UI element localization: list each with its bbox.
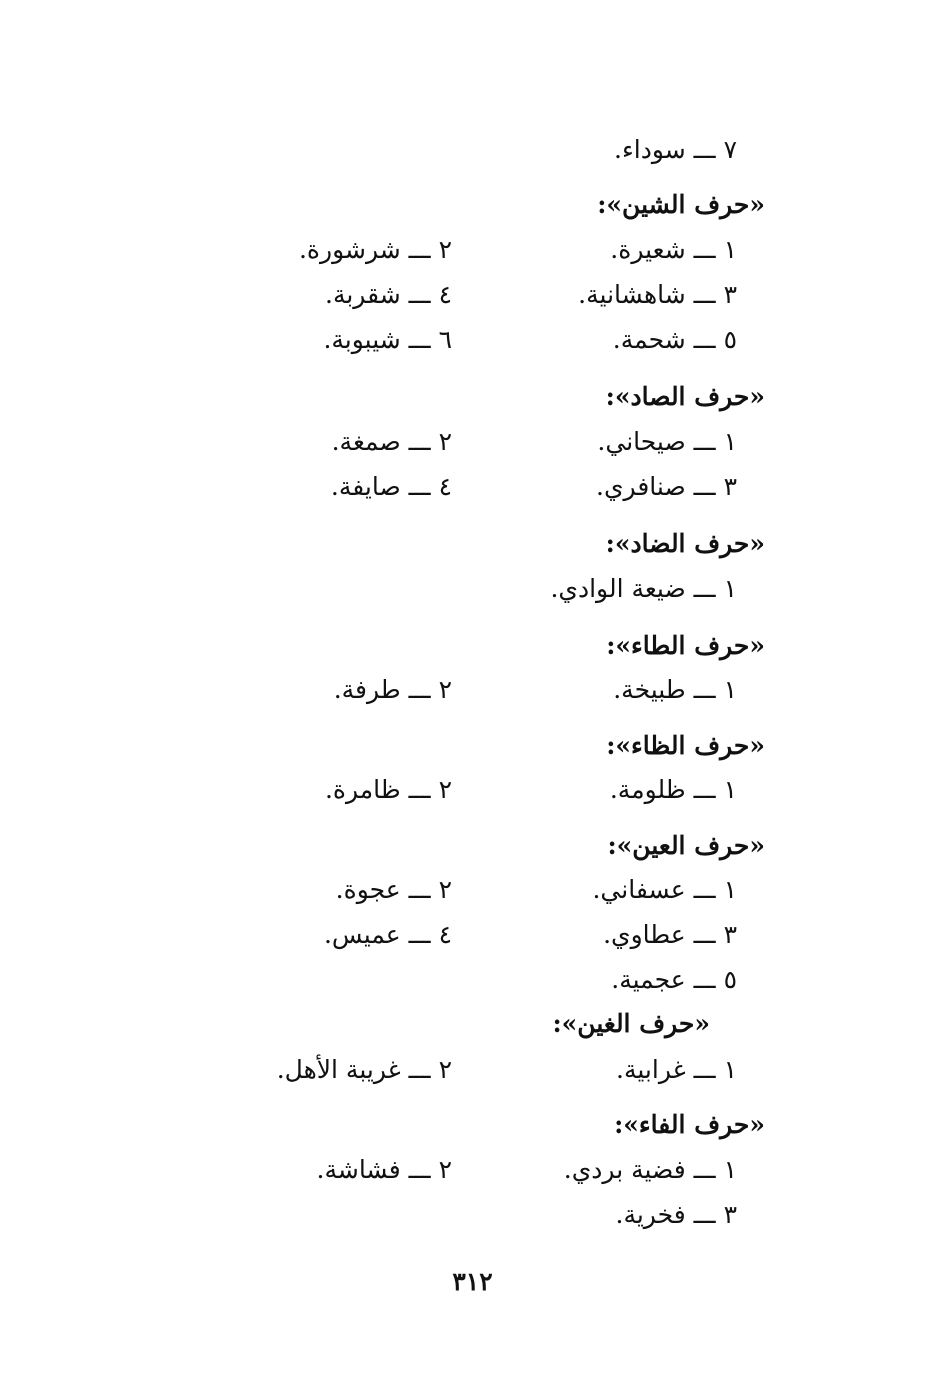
list-item: ١ ـــ طبيخة. (613, 675, 737, 704)
list-item: ١ ـــ غرابية. (616, 1055, 737, 1084)
list-row (0, 958, 945, 1002)
list-item: ١ ـــ صيحاني. (597, 427, 737, 456)
list-item: ١ ـــ شعيرة. (610, 235, 737, 264)
letter-section-header (0, 375, 945, 419)
list-item: ٢ ـــ غريبة الأهل. (276, 1055, 452, 1084)
list-item: ٧ ـــ سوداء. (614, 135, 737, 164)
section-title: «حرف الشين»: (597, 190, 765, 219)
list-item: ٢ ـــ شرشورة. (298, 235, 452, 264)
list-item: ٦ ـــ شيبوبة. (323, 325, 452, 354)
section-title: «حرف الغين»: (552, 1009, 710, 1038)
list-row (0, 273, 945, 317)
letter-section-header (0, 1002, 945, 1046)
list-item: ٣ ـــ صنافري. (596, 472, 737, 501)
list-item: ٣ ـــ فخرية. (615, 1200, 737, 1229)
list-row (0, 913, 945, 957)
list-row (0, 567, 945, 611)
list-item: ١ ـــ فضية بردي. (563, 1155, 737, 1184)
list-row (0, 228, 945, 272)
list-row (0, 318, 945, 362)
list-row (0, 1193, 945, 1237)
list-row (0, 668, 945, 712)
page-number: ٣١٢ (452, 1267, 493, 1296)
letter-section-header (0, 724, 945, 768)
list-item: ٢ ـــ طرفة. (333, 675, 452, 704)
section-title: «حرف الضاد»: (605, 529, 765, 558)
list-item: ١ ـــ عسفاني. (592, 875, 737, 904)
section-title: «حرف الفاء»: (614, 1110, 765, 1139)
list-row (0, 420, 945, 464)
list-item: ٢ ـــ عجوة. (335, 875, 452, 904)
list-row (0, 128, 945, 172)
list-row (0, 868, 945, 912)
letter-section-header (0, 624, 945, 668)
section-title: «حرف العين»: (607, 831, 765, 860)
list-row (0, 768, 945, 812)
list-item: ٢ ـــ ظامرة. (324, 775, 452, 804)
letter-section-header (0, 1103, 945, 1147)
section-title: «حرف الظاء»: (606, 731, 765, 760)
list-row (0, 1148, 945, 1192)
list-item: ٥ ـــ عجمية. (611, 965, 737, 994)
list-item: ٣ ـــ شاهشانية. (578, 280, 737, 309)
list-item: ٤ ـــ صايفة. (330, 472, 452, 501)
section-title: «حرف الصاد»: (605, 382, 765, 411)
list-row (0, 1048, 945, 1092)
list-item: ٥ ـــ شحمة. (612, 325, 737, 354)
list-item: ١ ـــ ظلومة. (609, 775, 737, 804)
list-item: ٤ ـــ شقربة. (325, 280, 452, 309)
list-item: ١ ـــ ضيعة الوادي. (550, 574, 737, 603)
list-item: ٢ ـــ صمغة. (331, 427, 452, 456)
list-item: ٤ ـــ عميس. (323, 920, 452, 949)
list-item: ٢ ـــ فشاشة. (316, 1155, 452, 1184)
letter-section-header (0, 183, 945, 227)
section-title: «حرف الطاء»: (606, 631, 765, 660)
letter-section-header (0, 522, 945, 566)
letter-section-header (0, 824, 945, 868)
list-row (0, 465, 945, 509)
list-item: ٣ ـــ عطاوي. (603, 920, 737, 949)
